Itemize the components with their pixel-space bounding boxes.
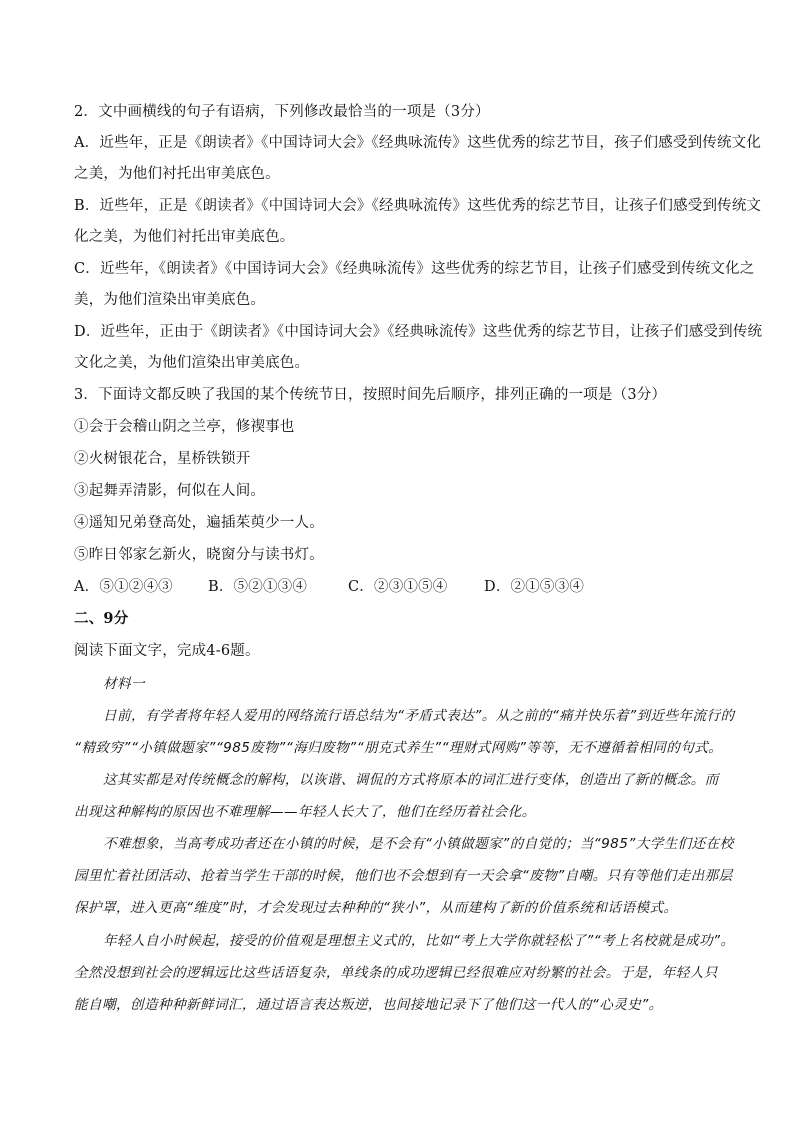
question-2-option-d-line2: 文化之美，为他们渲染出审美底色。: [74, 355, 310, 371]
material-p4-line1: 年轻人自小时候起，接受的价值观是理想主义式的，比如“考上大学你就轻松了”“考上名校就是成功”。: [103, 933, 735, 949]
question-3-poem-4: ④遥知兄弟登高处，遍插茱萸少一人。: [74, 515, 324, 531]
question-3-options: [74, 577, 734, 597]
question-2-option-b-line2: 化之美，为他们衬托出审美底色。: [74, 229, 295, 245]
question-2-option-a-line2: 之美，为他们衬托出审美底色。: [74, 166, 280, 182]
material-p3-line1: 不难想象，当高考成功者还在小镇的时候，是不会有“小镇做题家”的自觉的；当“985”大学生们还在校: [103, 836, 734, 852]
question-3-poem-5: ⑤昨日邻家乞新火，晓窗分与读书灯。: [74, 547, 324, 563]
material-p3-line2: 园里忙着社团活动、抢着当学生干部的时候，他们也不会想到有一天会拿“废物”自嘲。只有等他们走出那层: [74, 868, 733, 884]
material-p2-line2: 出现这种解构的原因也不难理解——年轻人长大了，他们在经历着社会化。: [74, 804, 536, 820]
question-2-option-a-line1: A．近些年，正是《朗读者》《中国诗词大会》《经典咏流传》这些优秀的综艺节目，孩子们感受到传统文化: [74, 135, 762, 151]
material-p3-line3: 保护罩，进入更高“维度”时，才会发现过去种种的“狭小”，从而建构了新的价值系统和话语模式。: [74, 900, 678, 916]
question-3-poem-3: ③起舞弄清影，何似在人间。: [74, 483, 266, 499]
question-2-option-c-line1: C．近些年，《朗读者》《中国诗词大会》《经典咏流传》这些优秀的综艺节目，让孩子们感受到传统文化之: [74, 261, 755, 277]
question-2-stem: 2．文中画横线的句子有语病，下列修改最恰当的一项是（3分）: [74, 104, 490, 120]
question-3-poem-1: ①会于会稽山阴之兰亭，修禊事也: [74, 419, 295, 435]
material-p1-line2: “精致穷”“小镇做题家”“985废物”“海归废物”“朋克式养生”“理财式网购”等等，无不遵循着相同的句式。: [74, 740, 723, 756]
question-3-poem-2: ②火树银花合，星桥铁锁开: [74, 451, 251, 467]
question-2-option-d-line1: D．近些年，正由于《朗读者》《中国诗词大会》《经典咏流传》这些优秀的综艺节目，让孩子们感受到传统: [74, 324, 763, 340]
question-3-option-a: A．⑤①②④③: [74, 579, 173, 595]
question-2-option-b-line1: B．近些年，正是《朗读者》《中国诗词大会》《经典咏流传》这些优秀的综艺节目，让孩子们感受到传统文: [74, 198, 762, 214]
question-3-option-b: B．⑤②①③④: [208, 579, 308, 595]
material-p1-line1: 日前，有学者将年轻人爱用的网络流行语总结为“矛盾式表达”。从之前的“痛并快乐着”到近些年流行的: [103, 708, 735, 724]
question-2-option-c-line2: 美，为他们渲染出审美底色。: [74, 292, 266, 308]
question-3-option-c: C．②③①⑤④: [348, 579, 448, 595]
material-p4-line2: 全然没想到社会的逻辑远比这些话语复杂，单线条的成功逻辑已经很难应对纷繁的社会。于是，年轻人只: [74, 965, 718, 981]
question-3-stem: 3．下面诗文都反映了我国的某个传统节日，按照时间先后顺序，排列正确的一项是（3分）: [74, 387, 667, 403]
section-2-heading: 二、9分: [74, 610, 129, 627]
material-p4-line3: 能自嘲，创造种种新鲜词汇，通过语言表达叛逆，也间接地记录下了他们这一代人的“心灵史”。: [74, 997, 663, 1013]
section-2-instruction: 阅读下面文字，完成4-6题。: [74, 643, 260, 659]
question-3-option-d: D．②①⑤③④: [484, 579, 585, 595]
material-title: 材料一: [103, 676, 145, 692]
material-p2-line1: 这其实都是对传统概念的解构，以诙谐、调侃的方式将原本的词汇进行变体，创造出了新的概念。而: [103, 772, 719, 788]
